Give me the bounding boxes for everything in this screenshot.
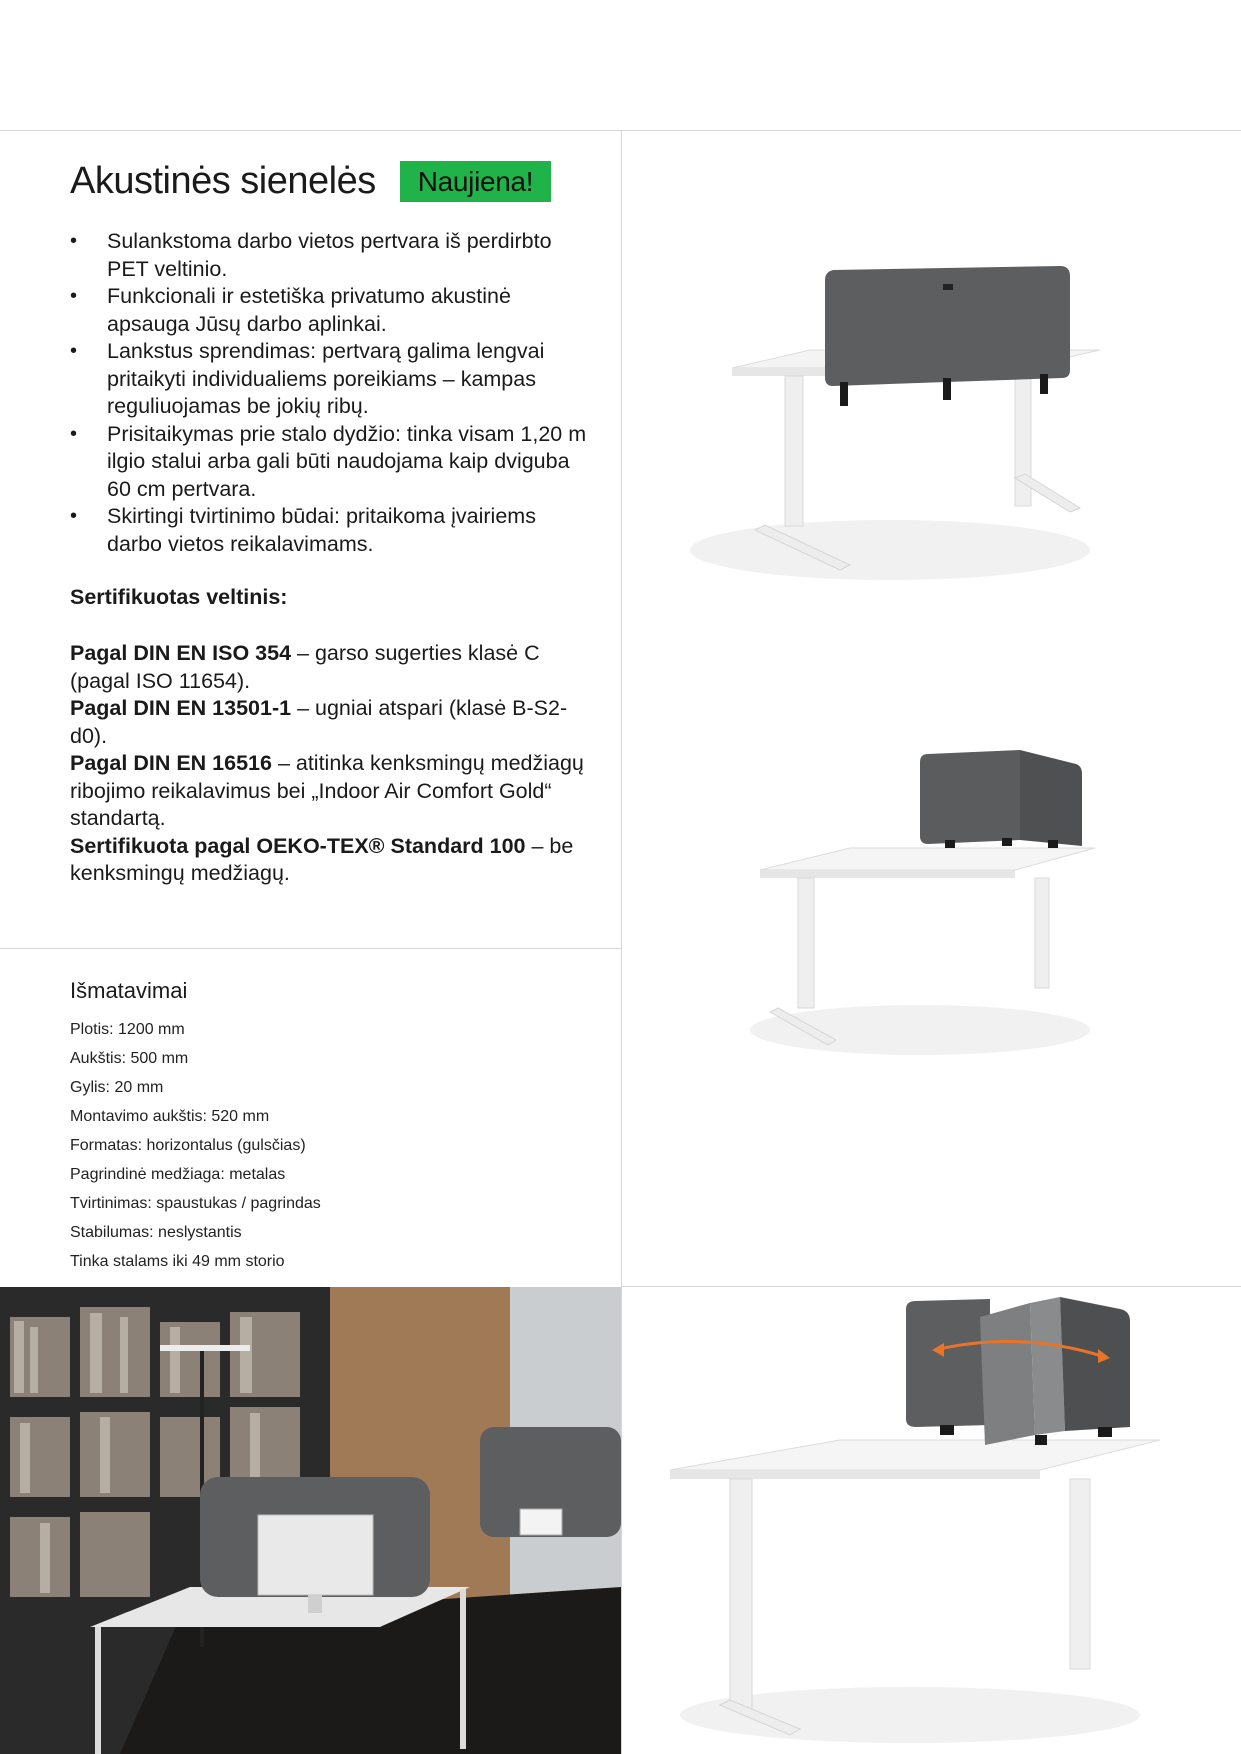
page-title: Akustinės sienelės [70,160,376,202]
list-item: Pagrindinė medžiaga: metalas [70,1166,286,1183]
list-item: Montavimo aukštis: 520 mm [70,1108,270,1125]
column-divider [621,130,622,1754]
new-badge: Naujiena! [400,161,551,202]
dimensions-divider [0,948,621,949]
product-image-adjustable-screen [660,1295,1160,1745]
certification-heading: Sertifikuotas veltinis: [70,585,288,609]
certification-text [70,640,590,888]
product-image-corner-screen [740,740,1110,1060]
list-item: • Lankstus sprendimas: pertvarą galima lengvai pritaikyti individualiems poreikiams – kampas reguliuojamas be jokių ribų. [70,338,590,421]
photos-divider [621,1286,1241,1287]
list-item: Tinka stalams iki 49 mm storio [70,1253,285,1270]
list-item: Stabilumas: neslystantis [70,1224,242,1241]
list-item: Formatas: horizontalus (gulsčias) [70,1137,306,1154]
dimensions-title: Išmatavimai [70,978,188,1003]
list-item: • Sulankstoma darbo vietos pertvara iš perdirbto PET veltinio. [70,228,590,283]
office-photo [0,1287,621,1754]
cert-standard: Pagal DIN EN ISO 354 [70,641,292,665]
dimensions-list [70,1015,321,1276]
cert-standard: Sertifikuota pagal OEKO-TEX® Standard 100 [70,833,526,858]
cert-description: – ugniai atspari (klasė B-S2-d0). [70,696,568,748]
list-item: Plotis: 1200 mm [70,1021,185,1038]
feature-list [70,228,590,558]
list-item: Gylis: 20 mm [70,1079,164,1096]
cert-description: – garso sugerties klasė C (pagal ISO 11654). [70,641,540,693]
list-item: • Funkcionali ir estetiška privatumo akustinė apsauga Jūsų darbo aplinkai. [70,283,590,338]
cert-description: – be kenksmingų medžiagų. [70,833,574,885]
cert-standard: Pagal DIN EN 13501-1 [70,696,292,720]
cert-standard: Pagal DIN EN 16516 [70,751,272,775]
list-item: Tvirtinimas: spaustukas / pagrindas [70,1195,321,1212]
list-item: Aukštis: 500 mm [70,1050,189,1067]
cert-description: – atitinka kenksmingų medžiagų ribojimo reikalavimus bei „Indoor Air Comfort Gold“ standartą. [70,751,584,830]
list-item: • Skirtingi tvirtinimo būdai: pritaikoma įvairiems darbo vietos reikalavimams. [70,503,590,558]
product-image-straight-screen [660,250,1110,590]
list-item: • Prisitaikymas prie stalo dydžio: tinka visam 1,20 m ilgio stalui arba gali būti naudojama kaip dviguba 60 cm pertvara. [70,421,590,504]
